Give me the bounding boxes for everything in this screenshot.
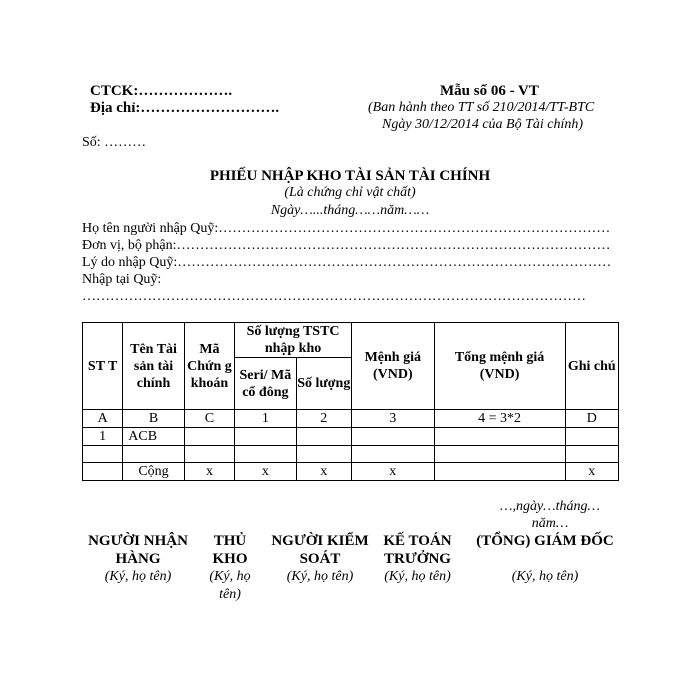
table-cell — [434, 428, 565, 446]
document-date: Ngày…...tháng……năm…… — [270, 203, 430, 218]
issued-by-line1: (Ban hành theo TT số 210/2014/TT-BTC — [368, 100, 595, 115]
table-cell: x — [235, 463, 296, 481]
total-row — [83, 463, 619, 481]
assets-table — [82, 322, 619, 481]
header-stt: ST T — [83, 323, 123, 410]
header-total-face-value: Tổng mệnh giá (VND) — [434, 323, 565, 410]
director-title: (TỔNG) GIÁM ĐỐC — [476, 533, 614, 549]
table-cell: 2 — [296, 410, 351, 428]
document-number: Số: ……… — [82, 135, 147, 150]
table-cell: x — [565, 463, 618, 481]
document-subtitle: (Là chứng chỉ vật chất) — [284, 185, 416, 200]
signature-controller — [270, 532, 370, 586]
table-cell — [434, 463, 565, 481]
signature-keeper — [200, 532, 260, 604]
signature-date-line2: năm… — [531, 516, 569, 531]
table-cell — [565, 446, 618, 463]
table-cell: B — [123, 410, 184, 428]
ctck-field: CTCK:………………. — [90, 83, 233, 99]
signature-director — [465, 532, 625, 586]
table-cell: x — [184, 463, 234, 481]
header-serial: Seri/ Mã cổ đông — [235, 358, 296, 410]
signature-receiver — [88, 532, 188, 586]
reason-field: Lý do nhập Quỹ:………………………………………………………………………………… — [82, 255, 612, 270]
accountant-title: KẾ TOÁN TRƯỞNG — [383, 533, 452, 567]
table-cell: x — [296, 463, 351, 481]
address-field: Địa chỉ:………………………. — [90, 100, 280, 116]
controller-sign-note: (Ký, họ tên) — [286, 569, 354, 584]
signature-accountant — [375, 532, 460, 586]
document-title: PHIẾU NHẬP KHO TÀI SẢN TÀI CHÍNH — [209, 168, 491, 184]
receiver-sign-note: (Ký, họ tên) — [104, 569, 172, 584]
header-quantity: Số lượng — [296, 358, 351, 410]
accountant-sign-note: (Ký, họ tên) — [384, 569, 451, 584]
table-cell: ACB — [123, 428, 184, 446]
director-sign-note: (Ký, họ tên) — [511, 569, 579, 584]
table-cell — [434, 446, 565, 463]
location-dotline: ……………………………………………………………………………………………… — [82, 289, 586, 304]
table-cell — [296, 428, 351, 446]
table-cell: C — [184, 410, 234, 428]
issued-by-line2: Ngày 30/12/2014 của Bộ Tài chính) — [382, 117, 584, 132]
table-cell: 1 — [83, 428, 123, 446]
table-row — [83, 428, 619, 446]
table-cell: 3 — [351, 410, 434, 428]
table-cell: 1 — [235, 410, 296, 428]
table-cell: x — [351, 463, 434, 481]
header-note: Ghi chú — [565, 323, 618, 410]
table-cell — [83, 463, 123, 481]
form-code: Mẫu số 06 - VT — [440, 83, 539, 99]
controller-title: NGƯỜI KIỂM SOÁT — [271, 533, 369, 567]
total-label: Cộng — [123, 463, 184, 481]
index-row — [83, 410, 619, 428]
table-cell — [351, 428, 434, 446]
keeper-sign-note: (Ký, họ tên) — [209, 569, 251, 602]
table-cell — [83, 446, 123, 463]
table-cell — [123, 446, 184, 463]
receiver-title: NGƯỜI NHẬN HÀNG — [88, 533, 188, 567]
header-face-value: Mệnh giá (VND) — [351, 323, 434, 410]
table-row — [83, 446, 619, 463]
table-cell — [296, 446, 351, 463]
table-cell: 4 = 3*2 — [434, 410, 565, 428]
table-cell: A — [83, 410, 123, 428]
header-quantity-group: Số lượng TSTC nhập kho — [235, 323, 352, 358]
header-asset-name: Tên Tài sản tài chính — [123, 323, 184, 410]
unit-field: Đơn vị, bộ phận:………………………………………………………………………………… — [82, 238, 611, 253]
table-cell: D — [565, 410, 618, 428]
importer-field: Họ tên người nhập Quỹ:………………………………………………………………………… — [82, 221, 611, 236]
signature-date-line1: …,ngày…tháng… — [500, 499, 600, 514]
table-cell — [235, 446, 296, 463]
header-security-code: Mã Chứn g khoán — [184, 323, 234, 410]
table-cell — [184, 446, 234, 463]
location-field: Nhập tại Quỹ: — [82, 272, 162, 287]
table-cell — [184, 428, 234, 446]
table-cell — [351, 446, 434, 463]
table-cell — [565, 428, 618, 446]
keeper-title: THỦ KHO — [212, 533, 248, 567]
table-cell — [235, 428, 296, 446]
